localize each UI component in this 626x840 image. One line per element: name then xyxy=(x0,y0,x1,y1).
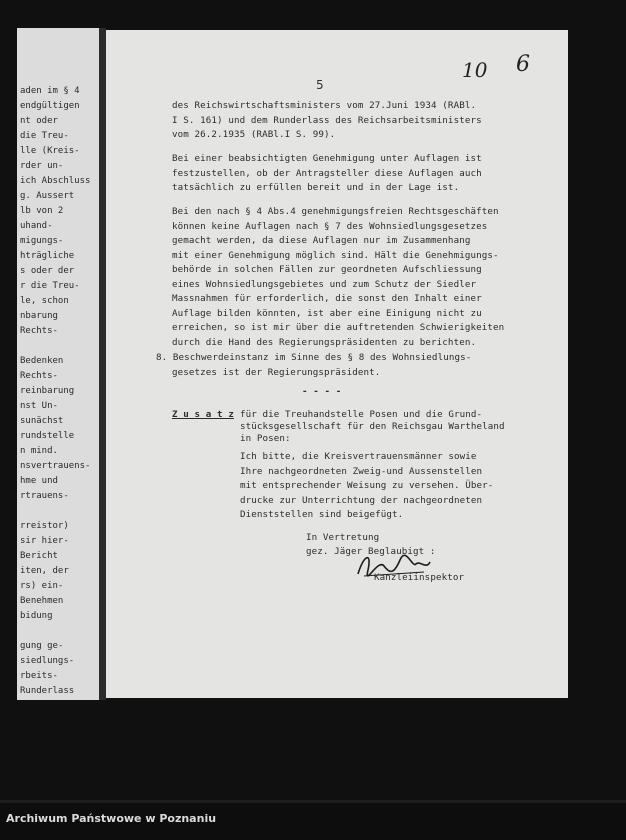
body-line: 8. Beschwerdeinstanz im Sinne des § 8 des Wohnsiedlungs- xyxy=(156,352,472,363)
left-column-line: r die Treu- xyxy=(20,281,80,291)
body-line: durch die Hand des Regierungspräsidenten zu berichten. xyxy=(172,337,477,348)
body-line: mit entsprechender Weisung zu versehen. Über- xyxy=(240,480,494,491)
body-line: gez. Jäger Beglaubigt : xyxy=(306,546,436,557)
left-page-fragment xyxy=(17,28,99,700)
zusatz-label: Z u s a t z xyxy=(172,409,234,420)
body-line: Kanzleiinspektor xyxy=(374,572,465,583)
left-column-line: rder un- xyxy=(20,161,64,171)
left-column-line: rbeits- xyxy=(20,671,58,681)
body-line: erreichen, so ist mir über die auftretenden Schwierigkeiten xyxy=(172,322,505,333)
left-column-line: hme und xyxy=(20,476,58,486)
left-column-line: nst Un- xyxy=(20,401,58,411)
left-column-line: nt oder xyxy=(20,116,58,126)
left-column-line: migungs- xyxy=(20,236,64,246)
footer-rule xyxy=(0,800,626,803)
left-column-line: gung ge- xyxy=(20,641,64,651)
left-column-line: siedlungs- xyxy=(20,656,75,666)
page-gutter xyxy=(99,28,106,700)
body-line: behörde in solchen Fällen zur geordneten Aufschliessung xyxy=(172,264,482,275)
left-column-line: aden im § 4 xyxy=(20,86,80,96)
left-column-line: endgültigen xyxy=(20,101,80,111)
body-line: eines Wohnsiedlungsgebietes und zum Schutz der Siedler xyxy=(172,279,477,290)
body-line: in Posen: xyxy=(240,433,291,444)
body-line: für die Treuhandstelle Posen und die Grund- xyxy=(240,409,483,420)
left-column-line: lb von 2 xyxy=(20,206,64,216)
body-line: I S. 161) und dem Runderlass des Reichsarbeitsministers xyxy=(172,115,482,126)
handwritten-number: 10 xyxy=(462,58,488,82)
left-column-line: sunächst xyxy=(20,416,64,426)
body-line: des Reichswirtschaftsministers vom 27.Juni 1934 (RABl. xyxy=(172,100,477,111)
body-line: mit einer Genehmigung möglich sind. Hält die Genehmigungs- xyxy=(172,250,499,261)
left-column-line: lle (Kreis- xyxy=(20,146,80,156)
handwritten-mark: 6 xyxy=(516,52,530,77)
body-line: vom 26.2.1935 (RABl.I S. 99). xyxy=(172,129,336,140)
body-line: tatsächlich zu erfüllen bereit und in der Lage ist. xyxy=(172,182,460,193)
body-line: Bei den nach § 4 Abs.4 genehmigungsfreien Rechtsgeschäften xyxy=(172,206,499,217)
body-line: drucke zur Unterrichtung der nachgeordneten xyxy=(240,495,483,506)
left-column-line: Rechts- xyxy=(20,371,58,381)
left-column-line: Rechts- xyxy=(20,326,58,336)
left-column-line: sir hier- xyxy=(20,536,69,546)
left-column-line: rtrauens- xyxy=(20,491,69,501)
page-number: 5 xyxy=(316,78,324,92)
archive-footer: Archiwum Państwowe w Poznaniu xyxy=(6,812,217,825)
body-line: gemacht werden, da diese Auflagen nur im Zusammenhang xyxy=(172,235,471,246)
main-page xyxy=(106,30,568,698)
left-column-line: hträgliche xyxy=(20,251,75,261)
body-line: Ihre nachgeordneten Zweig-und Aussenstellen xyxy=(240,466,483,477)
body-line: Massnahmen für erforderlich, die sonst den Inhalt einer xyxy=(172,293,482,304)
left-column-line: iten, der xyxy=(20,566,69,576)
left-column-line: reinbarung xyxy=(20,386,75,396)
left-column-line: Benehmen xyxy=(20,596,64,606)
left-column-line: Bericht xyxy=(20,551,58,561)
left-column-line: nsvertrauens- xyxy=(20,461,91,471)
left-column-line: bidung xyxy=(20,611,53,621)
body-line: Dienststellen sind beigefügt. xyxy=(240,509,404,520)
body-line: gesetzes ist der Regierungspräsident. xyxy=(172,367,381,378)
left-column-line: g. Aussert xyxy=(20,191,75,201)
left-column-line: die Treu- xyxy=(20,131,69,141)
handwritten-signature xyxy=(354,548,434,580)
left-column-line: uhand- xyxy=(20,221,53,231)
left-column-line: n mind. xyxy=(20,446,58,456)
left-column-line: nbarung xyxy=(20,311,58,321)
body-line: festzustellen, ob der Antragsteller diese Auflagen auch xyxy=(172,168,482,179)
body-line: Ich bitte, die Kreisvertrauensmänner sowie xyxy=(240,451,477,462)
left-column-line: Bedenken xyxy=(20,356,64,366)
body-line: können keine Auflagen nach § 7 des Wohnsiedlungsgesetzes xyxy=(172,221,488,232)
section-divider: - - - - xyxy=(302,386,342,397)
body-line: In Vertretung xyxy=(306,532,380,543)
left-column-line: rundstelle xyxy=(20,431,75,441)
left-column-line: le, schon xyxy=(20,296,69,306)
body-line: Bei einer beabsichtigten Genehmigung unter Auflagen ist xyxy=(172,153,482,164)
body-line: Auflage bilden könnten, ist aber eine Einigung nicht zu xyxy=(172,308,482,319)
left-column-line: Runderlass xyxy=(20,686,75,696)
left-column-line: s oder der xyxy=(20,266,75,276)
left-column-line: rreistor) xyxy=(20,521,69,531)
left-column-line: ich Abschluss xyxy=(20,176,91,186)
left-column-line: rs) ein- xyxy=(20,581,64,591)
body-line: stücksgesellschaft für den Reichsgau Wartheland xyxy=(240,421,505,432)
